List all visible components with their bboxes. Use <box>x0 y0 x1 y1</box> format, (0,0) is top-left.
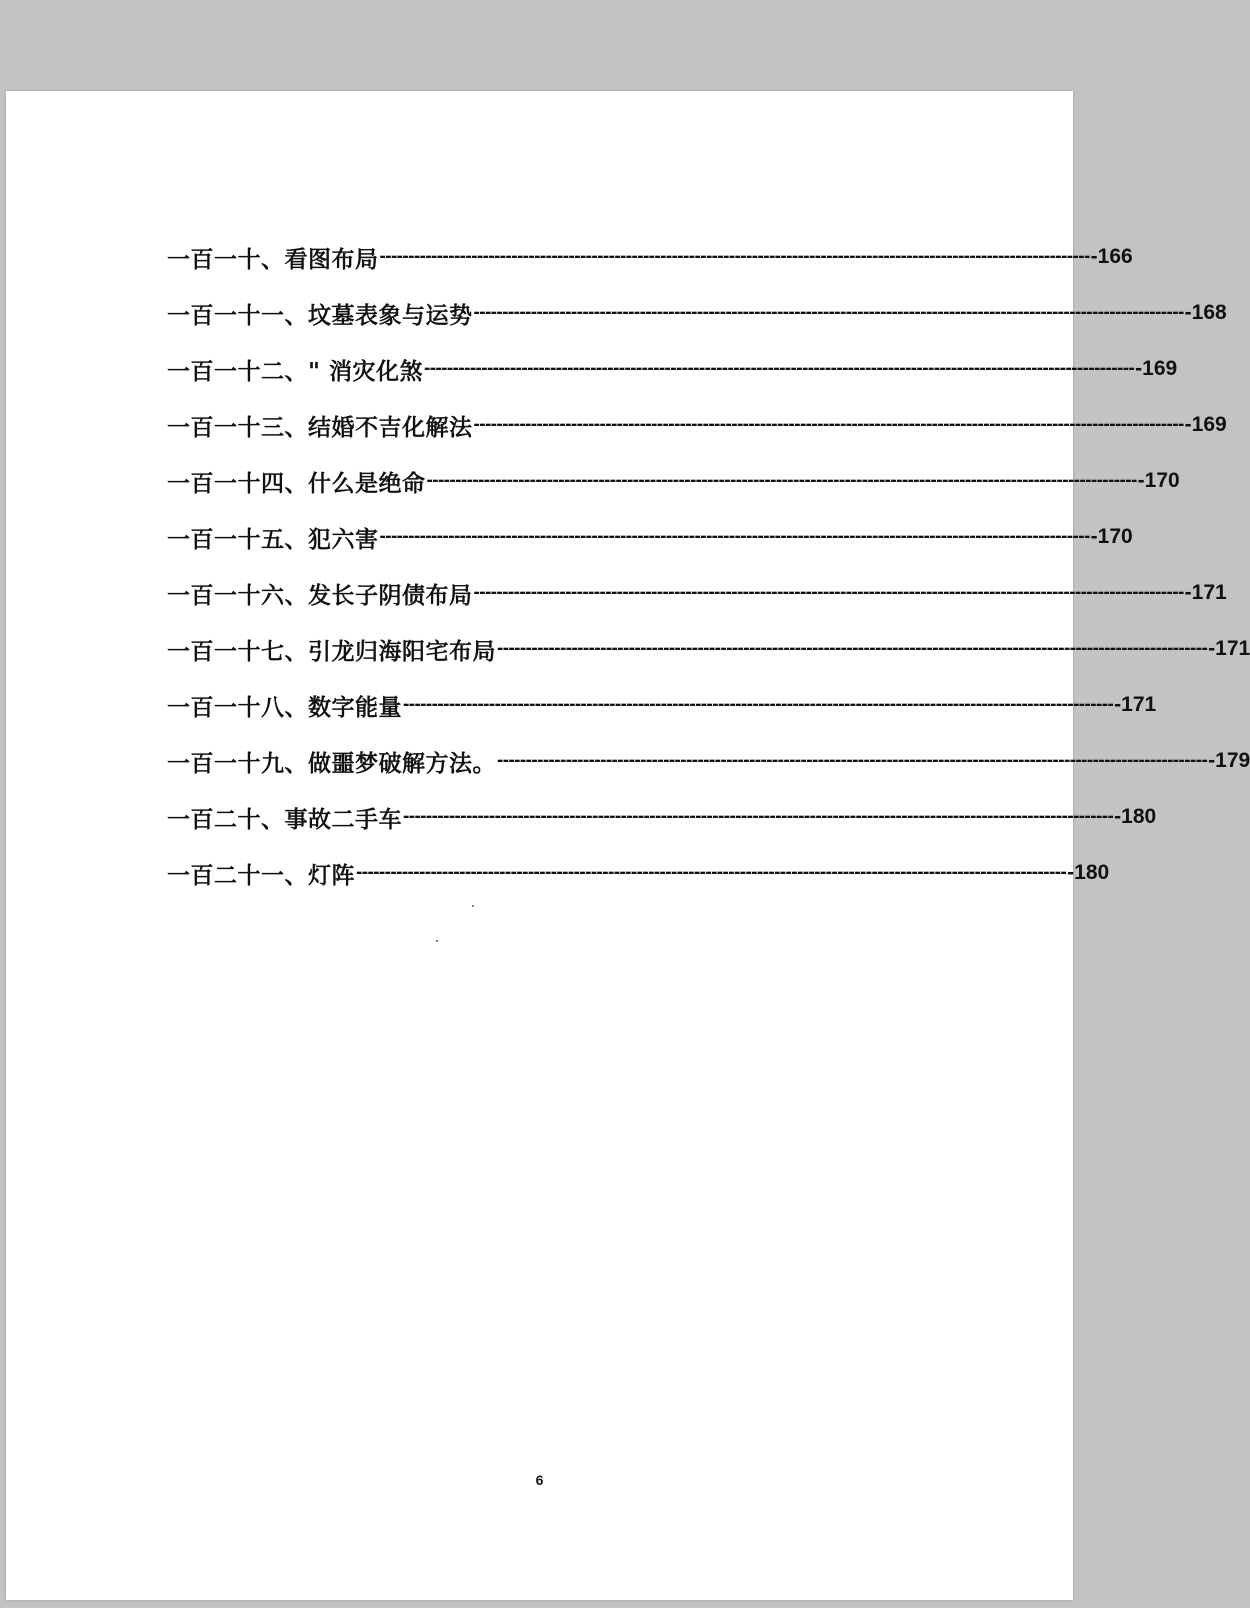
dot-leader: ---------------------------------------------------------------------------------------------------------------------------- <box>379 246 1090 267</box>
toc-entry-title: 一百一十、看图布局 <box>167 246 379 273</box>
toc-entry[interactable] <box>167 733 1250 789</box>
toc-entry-page: -166 <box>1090 245 1133 268</box>
dot-leader: ---------------------------------------------------------------------------------------------------------------------------- <box>426 470 1137 491</box>
toc-entry-title: 一百二十一、灯阵 <box>167 862 355 889</box>
toc-entry-title: 一百一十二、" 消灾化煞 <box>167 358 423 385</box>
toc-entry[interactable] <box>167 789 1157 845</box>
toc-entry-page: -179 <box>1208 749 1250 772</box>
toc-entry-title: 一百一十八、数字能量 <box>167 694 402 721</box>
toc-entry-title: 一百一十七、引龙归海阳宅布局 <box>167 638 496 665</box>
toc-entry-page: -168 <box>1184 301 1227 324</box>
dot-leader: ---------------------------------------------------------------------------------------------------------------------------- <box>497 638 1208 659</box>
toc-entry[interactable] <box>167 397 1227 453</box>
scan-speck <box>436 940 438 942</box>
toc-entry-page: -170 <box>1137 469 1180 492</box>
toc-entry-page: -171 <box>1114 693 1157 716</box>
toc-entry-page: -180 <box>1114 805 1157 828</box>
dot-leader: ---------------------------------------------------------------------------------------------------------------------------- <box>497 750 1208 771</box>
table-of-contents <box>167 229 1250 901</box>
dot-leader: ---------------------------------------------------------------------------------------------------------------------------- <box>473 414 1184 435</box>
toc-entry[interactable] <box>167 341 1178 397</box>
scan-speck <box>472 905 474 907</box>
toc-entry-title: 一百一十九、做噩梦破解方法。 <box>167 750 496 777</box>
toc-entry-title: 一百一十五、犯六害 <box>167 526 379 553</box>
dot-leader: ---------------------------------------------------------------------------------------------------------------------------- <box>379 526 1090 547</box>
toc-entry-title: 一百一十三、结婚不吉化解法 <box>167 414 473 441</box>
toc-entry-page: -169 <box>1184 413 1227 436</box>
toc-entry[interactable] <box>167 621 1250 677</box>
toc-entry-page: -169 <box>1135 357 1178 380</box>
dot-leader: ---------------------------------------------------------------------------------------------------------------------------- <box>403 694 1114 715</box>
toc-entry-title: 一百一十四、什么是绝命 <box>167 470 426 497</box>
document-page <box>6 91 1250 1600</box>
toc-entry-title: 一百一十一、坟墓表象与运势 <box>167 302 473 329</box>
dot-leader: ---------------------------------------------------------------------------------------------------------------------------- <box>473 582 1184 603</box>
dot-leader: ---------------------------------------------------------------------------------------------------------------------------- <box>473 302 1184 323</box>
toc-entry-page: -180 <box>1067 861 1110 884</box>
page-number: 6 <box>535 1472 544 1488</box>
toc-entry-page: -171 <box>1184 581 1227 604</box>
toc-entry[interactable] <box>167 285 1227 341</box>
toc-entry[interactable] <box>167 453 1180 509</box>
toc-entry[interactable] <box>167 565 1227 621</box>
toc-entry[interactable] <box>167 677 1157 733</box>
toc-entry[interactable] <box>167 509 1133 565</box>
toc-entry[interactable] <box>167 845 1110 901</box>
toc-entry-title: 一百一十六、发长子阴债布局 <box>167 582 473 609</box>
toc-entry-page: -170 <box>1090 525 1133 548</box>
dot-leader: ---------------------------------------------------------------------------------------------------------------------------- <box>424 358 1135 379</box>
toc-entry[interactable] <box>167 229 1133 285</box>
toc-entry-title: 一百二十、事故二手车 <box>167 806 402 833</box>
dot-leader: ---------------------------------------------------------------------------------------------------------------------------- <box>356 862 1067 883</box>
dot-leader: ---------------------------------------------------------------------------------------------------------------------------- <box>403 806 1114 827</box>
toc-entry-page: -171 <box>1208 637 1250 660</box>
